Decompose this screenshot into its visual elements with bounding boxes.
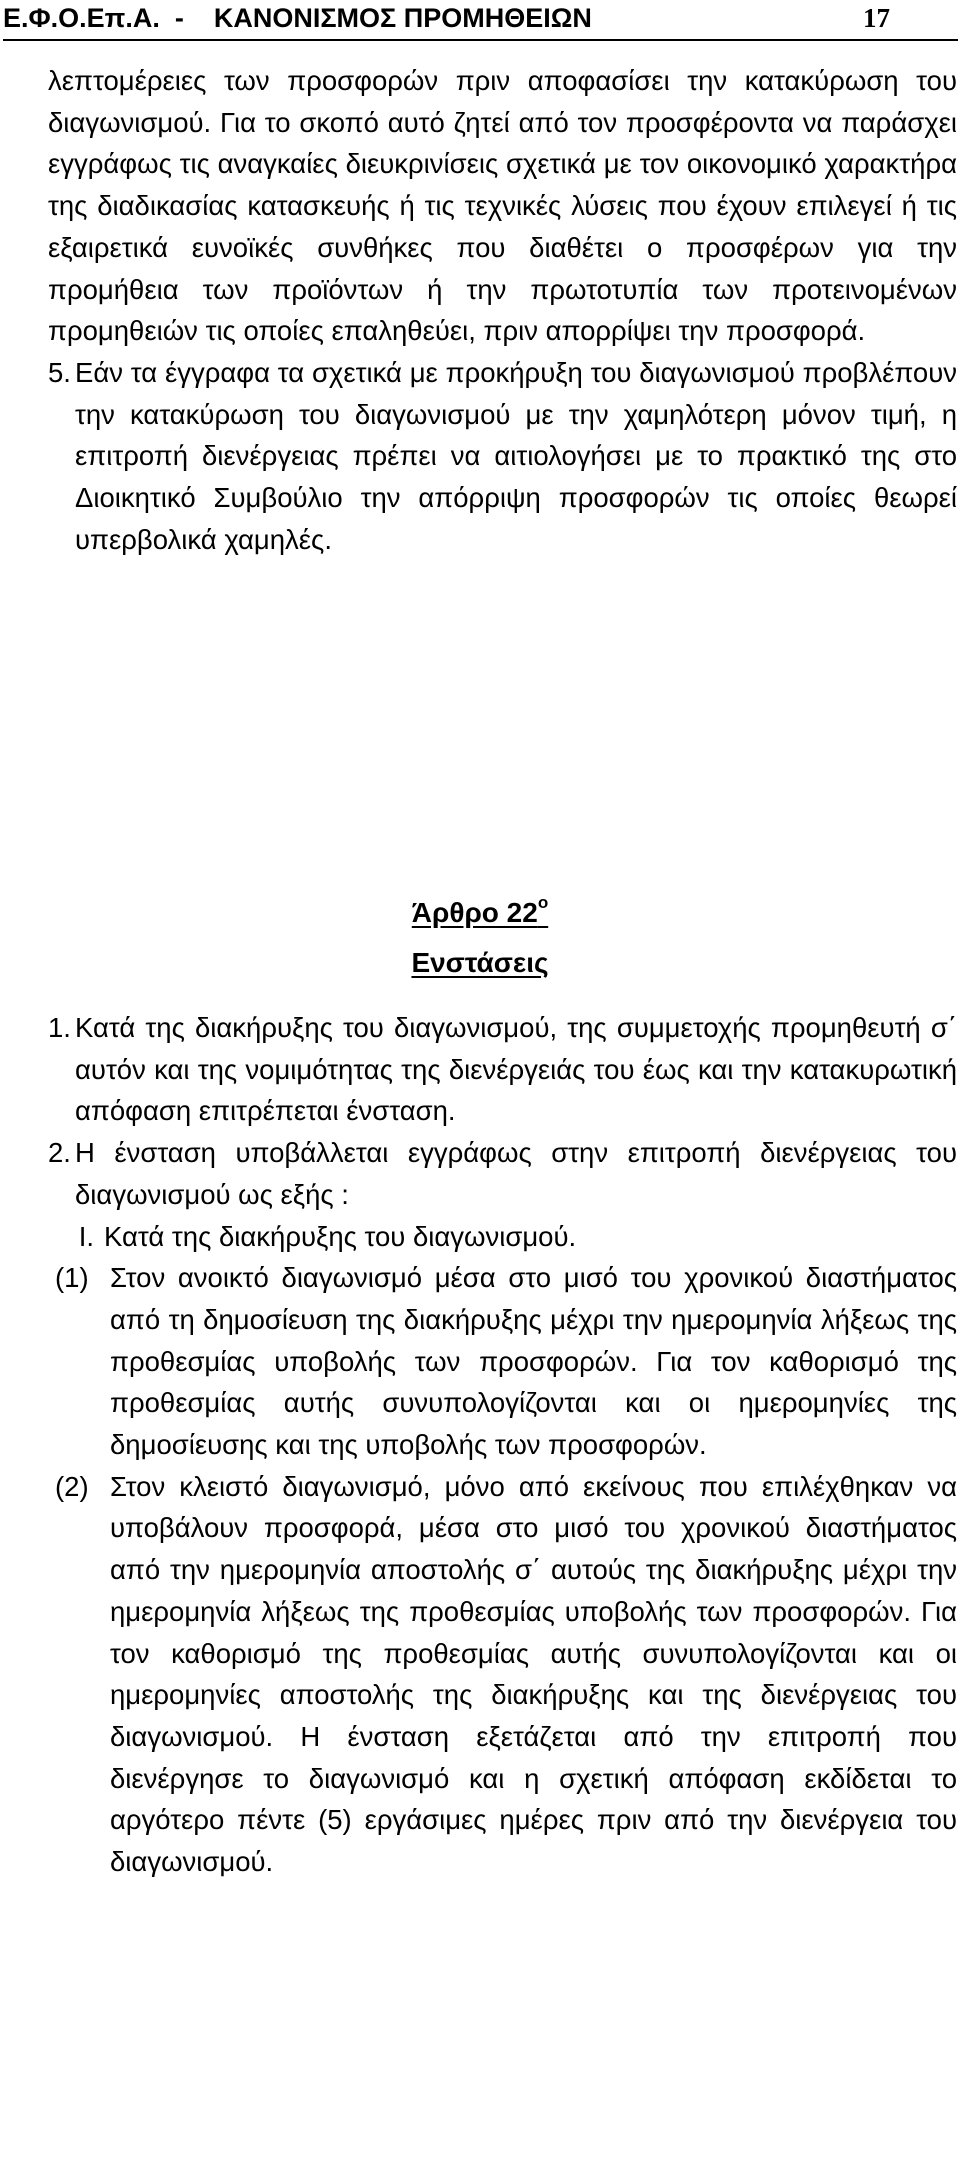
section-i (48, 1216, 957, 1258)
subitem-1 (48, 1257, 957, 1466)
list-item-1 (48, 1007, 957, 1132)
subitem-2 (48, 1466, 957, 1883)
item-text: Κατά της διακήρυξης του διαγωνισμού, της συμμετοχής προμηθευτή σ΄ αυτόν και της νομιμότητας της διενέργειάς του έως και την κατακυρωτική απόφαση επιτρέπεται ένσταση. (75, 1012, 957, 1127)
list-item-2 (48, 1132, 957, 1215)
article-body (48, 1007, 957, 1883)
article-title: Ενστάσεις (411, 947, 549, 978)
article-heading (0, 882, 960, 984)
article-superscript: ο (537, 893, 549, 912)
article-label: Άρθρο 22 (411, 897, 538, 928)
header-title: Ε.Φ.Ο.Επ.Α. - ΚΑΝΟΝΙΣΜΟΣ ΠΡΟΜΗΘΕΙΩΝ (3, 3, 592, 33)
item-number: 1. (48, 1012, 71, 1043)
continuation-paragraph: λεπτομέρειες των προσφορών πριν αποφασίσει την κατακύρωση του διαγωνισμού. Για το σκοπό αυτό ζητεί από τον προσφέροντα να παράσχει εγγράφως τις αναγκαίες διευκρινίσεις σχετικά με τον οικονομικό χαρακτήρα της διαδικασίας κατασκευής ή τις τεχνικές λύσεις που έχουν επιλεγεί ή τις εξαιρετικά ευνοϊκές συνθήκες που διαθέτει ο προσφέρων για την προμήθεια των προϊόντων ή την πρωτοτυπία των προτεινομένων προμηθειών τις οποίες επαληθεύει, πριν απορρίψει την προσφορά. (48, 65, 957, 347)
top-section (48, 60, 957, 560)
item-text: Εάν τα έγγραφα τα σχετικά με προκήρυξη του διαγωνισμού προβλέπουν την κατακύρωση του διαγωνισμού με την χαμηλότερη μόνον τιμή, η επιτροπή διενέργειας πρέπει να αιτιολογήσει με το πρακτικό της στο Διοικητικό Συμβούλιο την απόρριψη προσφορών τις οποίες θεωρεί υπερβολικά χαμηλές. (75, 356, 957, 555)
list-item-5 (48, 352, 957, 561)
article-label-line (0, 882, 960, 934)
running-header (3, 2, 958, 41)
subitem-text: Στον ανοικτό διαγωνισμό μέσα στο μισό του χρονικού διαστήματος από τη δημοσίευση της διακήρυξης μέχρι την ημερομηνία λήξεως της προθεσμίας υποβολής των προσφορών. Για τον καθορισμό της προθεσμίας αυτής συνυπολογίζονται και οι ημερομηνίες της δημοσίευσης και της υποβολής των προσφορών. (110, 1262, 957, 1461)
item-number: 5. (48, 356, 71, 388)
subitem-text: Στον κλειστό διαγωνισμό, μόνο από εκείνους που επιλέχθηκαν να υποβάλουν προσφορά, μέσα στο μισό του χρονικού διαστήματος από την ημερομηνία αποστολής σ΄ αυτούς της διακήρυξης μέχρι την ημερομηνία λήξεως της προθεσμίας υποβολής των προσφορών. Για τον καθορισμό της προθεσμίας αυτής συνυπολογίζονται και οι ημερομηνίες αποστολής της διακήρυξης και της διενέργειας του διαγωνισμού. Η ένσταση εξετάζεται από την επιτροπή που διενέργησε το διαγωνισμό και η σχετική απόφαση εκδίδεται το αργότερο πέντε (5) εργάσιμες ημέρες πριν από την διενέργεια του διαγωνισμού. (110, 1470, 957, 1878)
section-text: Κατά της διακήρυξης του διαγωνισμού. (104, 1220, 577, 1252)
subitem-number: (1) (55, 1262, 89, 1294)
subitem-number: (2) (55, 1470, 89, 1502)
section-number: Ι. (78, 1220, 94, 1252)
item-text: Η ένσταση υποβάλλεται εγγράφως στην επιτροπή διενέργειας του διαγωνισμού ως εξής : (75, 1137, 957, 1210)
item-number: 2. (48, 1137, 71, 1169)
page-number: 17 (863, 3, 890, 33)
